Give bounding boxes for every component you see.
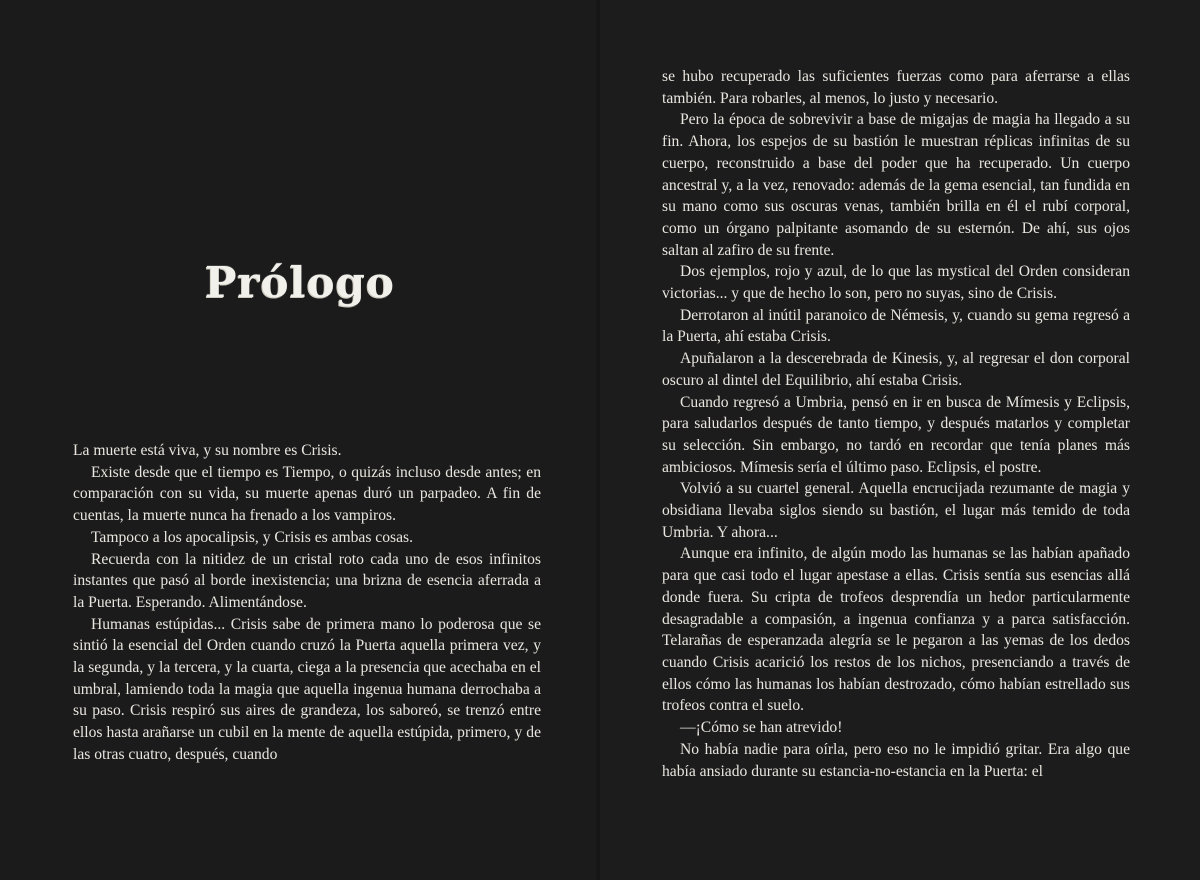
paragraph: La muerte está viva, y su nombre es Crisis. — [73, 442, 342, 459]
paragraph: Derrotaron al inútil paranoico de Némesis, y, cuando su gema regresó a la Puerta, ahí estaba Crisis. — [662, 306, 1130, 346]
paragraph: No había nadie para oírla, pero eso no le impidió gritar. Era algo que había ansiado durante su estancia-no-estancia en la Puerta: el — [662, 740, 1130, 780]
paragraph: Recuerda con la nitidez de un cristal roto cada uno de esos infinitos instantes que pasó al borde inexistencia; una brizna de esencia aferrada a la Puerta. Esperando. Alimentándose. — [73, 550, 541, 611]
paragraph: Dos ejemplos, rojo y azul, de lo que las mystical del Orden consideran victorias... y que de hecho lo son, pero no suyas, sino de Crisis. — [662, 263, 1130, 303]
paragraph: se hubo recuperado las suficientes fuerzas como para aferrarse a ellas también. Para robarles, al menos, lo justo y necesario. — [662, 68, 1130, 107]
paragraph: Pero la época de sobrevivir a base de migajas de magia ha llegado a su fin. Ahora, los espejos de su bastión le muestran réplicas infinitas de su cuerpo, reconstruido a base del poder que ha recuperado. Un cuerpo ancestral y, a la vez, renovado: además de la gema esencial, tan fundida en su mano como sus oscuras venas, también brilla en él el rubí corporal, como un órgano palpitante asomando de su esternón. De ahí, sus ojos saltan al zafiro de su frente. — [662, 111, 1130, 259]
chapter-title: Prólogo — [204, 258, 396, 307]
paragraph: Apuñalaron a la descerebrada de Kinesis, y, al regresar el don corporal oscuro al dintel del Equilibrio, ahí estaba Crisis. — [662, 350, 1130, 389]
left-page-text — [73, 440, 541, 766]
paragraph: Cuando regresó a Umbria, pensó en ir en busca de Mímesis y Eclipsis, para saludarlos después de tanto tiempo, y después matarlos y completar su selección. Sin embargo, no tardó en recordar que tenía planes más ambiciosos. Mímesis sería el último paso. Eclipsis, el postre. — [662, 393, 1130, 476]
paragraph: Volvió a su cuartel general. Aquella encrucijada rezumante de magia y obsidiana llevaba siglos siendo su bastión, el lugar más temido de toda Umbria. Y ahora... — [662, 480, 1130, 541]
right-page-text — [662, 66, 1130, 782]
paragraph: Aunque era infinito, de algún modo las humanas se las habían apañado para que casi todo el lugar apestase a ellas. Crisis sentía sus esencias allá donde fuera. Su cripta de trofeos desprendía un hedor particularmente desagradable a compasión, a ingenua confianza y a parca satisfacción. Telarañas de esperanzada alegría se le pegaron a las yemas de los dedos cuando Crisis acarició los restos de los nichos, presenciando a través de ellos cómo las humanas los habían destrozado, cómo habían estrellado sus trofeos contra el suelo. — [662, 545, 1130, 715]
paragraph: Humanas estúpidas... Crisis sabe de primera mano lo poderosa que se sintió la esencial del Orden cuando cruzó la Puerta aquella primera vez, y la segunda, y la tercera, y la cuarta, ciega a la presencia que acechaba en el umbral, lamiendo toda la magia que aquella ingenua humana derrochaba a su paso. Crisis respiró sus aires de grandeza, los saboreó, se trenzó entre ellos hasta arañarse un cubil en la mente de aquella estúpida, primero, y de las otras cuatro, después, cuando — [73, 615, 541, 763]
dialogue-line: —¡Cómo se han atrevido! — [680, 719, 843, 737]
paragraph: Tampoco a los apocalipsis, y Crisis es ambas cosas. — [91, 528, 413, 546]
paragraph: Existe desde que el tiempo es Tiempo, o quizás incluso desde antes; en comparación con su vida, su muerte apenas duró un parpadeo. A fin de cuentas, la muerte nunca ha frenado a los vampiros. — [73, 463, 541, 525]
